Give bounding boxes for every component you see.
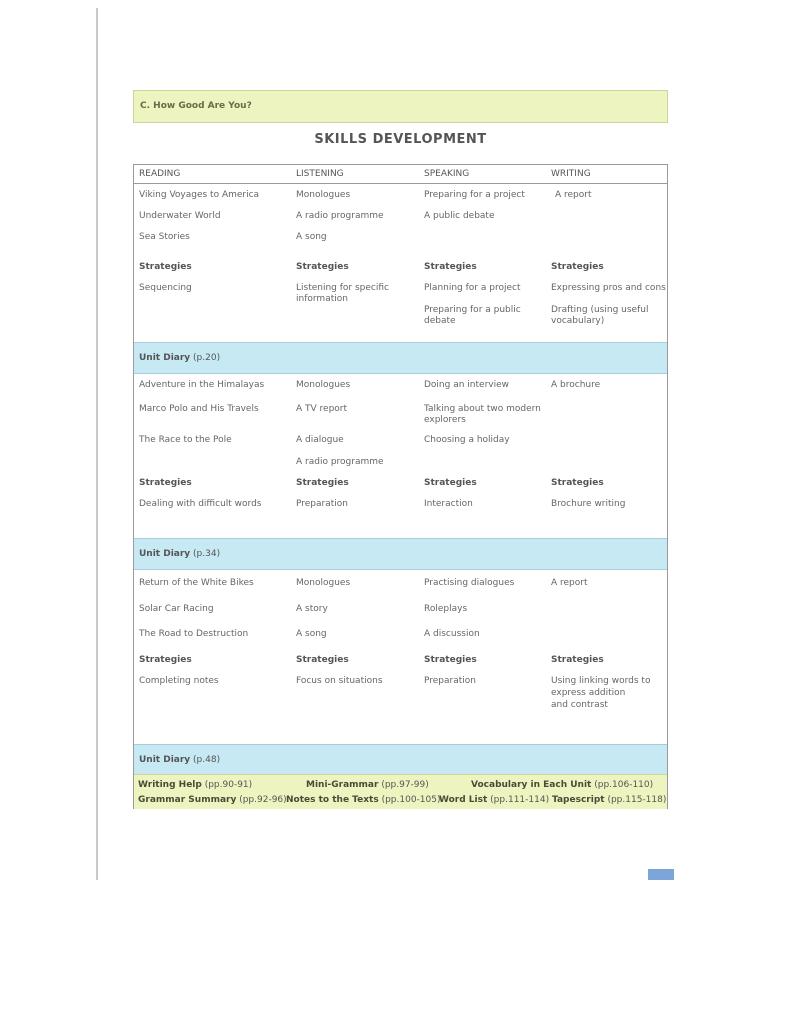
block2-strategy-speaking: Interaction	[424, 499, 473, 509]
block3-strategy-writing-1: Using linking words to	[551, 676, 651, 686]
header-reading: READING	[139, 169, 181, 179]
block2-reading-3: The Race to the Pole	[139, 435, 232, 445]
ref-grammar-summary	[138, 795, 287, 806]
block2-strategies-reading-label: Strategies	[139, 478, 192, 488]
block1-strategy-listening-2: information	[296, 294, 348, 304]
block2-strategy-reading: Dealing with difficult words	[139, 499, 262, 509]
page-title: SKILLS DEVELOPMENT	[314, 132, 487, 147]
ref-label: Vocabulary in Each Unit	[471, 780, 592, 790]
block1-listening-1: Monologues	[296, 190, 351, 200]
block2-strategies-writing-label: Strategies	[551, 478, 604, 488]
ref-word-list	[439, 795, 549, 806]
ref-notes-to-texts	[286, 795, 441, 806]
unit-diary-label: Unit Diary	[139, 755, 191, 765]
block3-reading-2: Solar Car Racing	[139, 604, 214, 614]
ref-pages: (pp.100-105)	[381, 795, 441, 805]
block3-listening-2: A story	[296, 604, 328, 614]
block1-strategy-writing-3: vocabulary)	[551, 316, 605, 326]
block1-writing-1: A report	[555, 190, 592, 200]
ref-writing-help	[138, 780, 252, 791]
block2-speaking-3: explorers	[424, 415, 466, 425]
block3-strategies-reading-label: Strategies	[139, 655, 192, 665]
unit-diary-page: (p.34)	[193, 549, 221, 559]
unit-diary-page: (p.20)	[193, 353, 221, 363]
block1-strategies-listening-label: Strategies	[296, 262, 349, 272]
block1-strategy-speaking-2: Preparing for a public	[424, 305, 521, 315]
block1-strategy-speaking-1: Planning for a project	[424, 283, 521, 293]
block1-reading-3: Sea Stories	[139, 232, 190, 242]
block1-strategy-writing-1: Expressing pros and cons	[551, 283, 666, 293]
block1-strategies-writing-label: Strategies	[551, 262, 604, 272]
block1-listening-3: A song	[296, 232, 327, 242]
ref-pages: (pp.115-118)	[607, 795, 667, 805]
block3-strategy-reading: Completing notes	[139, 676, 219, 686]
ref-label: Grammar Summary	[138, 795, 237, 805]
block1-speaking-2: A public debate	[424, 211, 495, 221]
block2-strategies-speaking-label: Strategies	[424, 478, 477, 488]
block1-strategy-speaking-3: debate	[424, 316, 456, 326]
ref-label: Writing Help	[138, 780, 202, 790]
block3-listening-3: A song	[296, 629, 327, 639]
block3-listening-1: Monologues	[296, 578, 351, 588]
ref-pages: (pp.111-114)	[490, 795, 550, 805]
ref-pages: (pp.106-110)	[594, 780, 654, 790]
block1-strategy-listening-1: Listening for specific	[296, 283, 389, 293]
ref-tapescript	[552, 795, 666, 806]
block3-strategy-writing-2: express addition	[551, 688, 626, 698]
block1-listening-2: A radio programme	[296, 211, 384, 221]
block1-reading-2: Underwater World	[139, 211, 221, 221]
section-label: C. How Good Are You?	[140, 101, 252, 111]
block2-listening-4: A radio programme	[296, 457, 384, 467]
block2-listening-2: A TV report	[296, 404, 348, 414]
block3-reading-3: The Road to Destruction	[139, 629, 249, 639]
unit-diary-label: Unit Diary	[139, 549, 191, 559]
skills-table	[133, 164, 668, 809]
block1-strategies-reading-label: Strategies	[139, 262, 192, 272]
section-header-bar	[133, 90, 668, 123]
ref-label: Mini-Grammar	[306, 780, 379, 790]
ref-mini-grammar	[306, 780, 429, 791]
block2-listening-1: Monologues	[296, 380, 351, 390]
block2-strategies-listening-label: Strategies	[296, 478, 349, 488]
block1-reading-1: Viking Voyages to America	[139, 190, 260, 200]
page-corner-tab	[648, 869, 674, 880]
unit-diary-band-2	[134, 538, 667, 570]
header-speaking: SPEAKING	[424, 169, 470, 179]
ref-label: Word List	[439, 795, 488, 805]
block3-strategy-speaking: Preparation	[424, 676, 476, 686]
block2-strategy-writing: Brochure writing	[551, 499, 626, 509]
block2-strategy-listening: Preparation	[296, 499, 348, 509]
block2-writing-1: A brochure	[551, 380, 601, 390]
block1-strategy-reading: Sequencing	[139, 283, 192, 293]
block3-strategies-listening-label: Strategies	[296, 655, 349, 665]
unit-diary-label: Unit Diary	[139, 353, 191, 363]
block3-strategy-listening: Focus on situations	[296, 676, 383, 686]
ref-vocabulary	[471, 780, 653, 791]
reference-footer	[134, 774, 667, 809]
unit-diary-band-1	[134, 342, 667, 374]
block1-speaking-1: Preparing for a project	[424, 190, 525, 200]
block3-speaking-3: A discussion	[424, 629, 480, 639]
page-margin-line	[96, 8, 98, 880]
unit-diary-band-3	[134, 744, 667, 776]
block3-speaking-2: Roleplays	[424, 604, 468, 614]
block3-writing-1: A report	[551, 578, 588, 588]
header-writing: WRITING	[551, 169, 591, 179]
ref-pages: (pp.90-91)	[204, 780, 253, 790]
ref-pages: (pp.97-99)	[381, 780, 429, 790]
header-listening: LISTENING	[296, 169, 344, 179]
block2-speaking-4: Choosing a holiday	[424, 435, 510, 445]
block2-reading-1: Adventure in the Himalayas	[139, 380, 265, 390]
block3-strategies-writing-label: Strategies	[551, 655, 604, 665]
unit-diary-page: (p.48)	[193, 755, 221, 765]
ref-label: Tapescript	[552, 795, 605, 805]
block3-reading-1: Return of the White Bikes	[139, 578, 254, 588]
header-divider	[134, 183, 667, 184]
block3-speaking-1: Practising dialogues	[424, 578, 515, 588]
block3-strategies-speaking-label: Strategies	[424, 655, 477, 665]
block1-strategy-writing-2: Drafting (using useful	[551, 305, 649, 315]
block2-speaking-1: Doing an interview	[424, 380, 509, 390]
ref-pages: (pp.92-96)	[239, 795, 287, 805]
block1-strategies-speaking-label: Strategies	[424, 262, 477, 272]
block2-listening-3: A dialogue	[296, 435, 344, 445]
block3-strategy-writing-3: and contrast	[551, 700, 608, 710]
ref-label: Notes to the Texts	[286, 795, 379, 805]
block2-speaking-2: Talking about two modern	[424, 404, 541, 414]
block2-reading-2: Marco Polo and His Travels	[139, 404, 259, 414]
